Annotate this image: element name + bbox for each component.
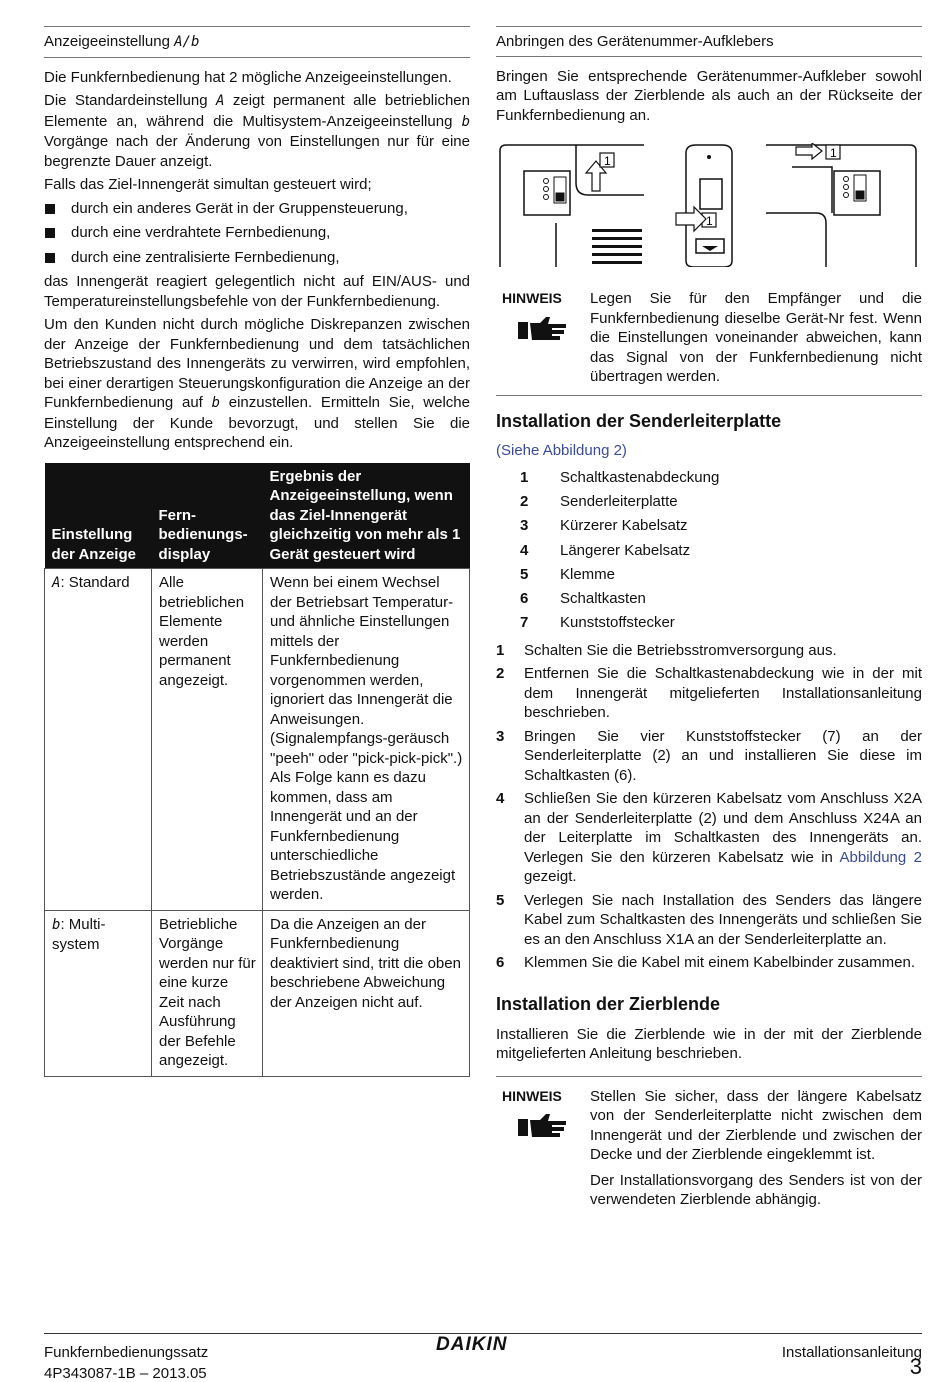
- section-heading-sticker: Anbringen des Gerätenummer-Aufklebers: [496, 26, 922, 57]
- left-column: [44, 26, 470, 1077]
- list-item: 6 Klemmen Sie die Kabel mit einem Kabelbinder zusammen.: [496, 954, 916, 972]
- list-item: durch eine zentralisierte Fernbedienung,: [44, 248, 470, 268]
- table-cell: A: Standard: [45, 569, 152, 911]
- footer-doc-id: 4P343087-1B – 2013.05: [44, 1365, 207, 1382]
- table-header: Ergebnis der Anzeigeeinstellung, wenn das Ziel-Innengerät gleichzeitig von mehr als 1 Gerät gesteuert wird: [263, 463, 470, 569]
- list-item: 1 Schaltkastenabdeckung: [520, 469, 720, 486]
- table-cell: Betriebliche Vorgänge werden nur für eine kurze Zeit nach Ausführung der Befehle angezeigt.: [152, 910, 263, 1076]
- list-item: 4 Schließen Sie den kürzeren Kabelsatz vom Anschluss X2A an der Senderleiterplatte (2) und dem Anschluss X24A an der Leiterplatte im Schaltkasten des Innengeräts an. Verlegen Sie den kürzeren Kabelsatz wie in Abbildung 2 gezeigt.: [496, 790, 923, 886]
- table-header: Fern-bedienungs-display: [152, 463, 263, 569]
- pcb-section-title: Installation der Senderleiterplatte: [496, 410, 782, 431]
- pointing-hand-icon: [518, 315, 568, 343]
- page-number: 3: [909, 1354, 922, 1379]
- list-item: 4 Längerer Kabelsatz: [520, 541, 691, 559]
- list-item: durch ein anderes Gerät in der Gruppensteuerung,: [44, 199, 470, 219]
- list-item: 2 Senderleiterplatte: [520, 493, 678, 511]
- section-heading-display: Anzeigeeinstellung A/b: [44, 26, 470, 58]
- footer-doc-type: Installationsanleitung: [781, 1344, 922, 1361]
- note-box-cable: [496, 1076, 922, 1218]
- list-item: 2 Entfernen Sie die Schaltkastenabdeckung wie in der mit dem Innengerät mitgelieferten Installationsanleitung beschrieben.: [496, 665, 922, 722]
- table-header: Einstellung der Anzeige: [45, 463, 152, 569]
- table-cell: b: Multi-system: [45, 910, 152, 1076]
- note-box-device-number: [496, 279, 922, 396]
- sticker-illustration: [496, 143, 922, 267]
- reaction-paragraph: das Innengerät reagiert gelegentlich nicht auf EIN/AUS- und Temperatureinstellungsbefehle von der Funkfernbedienung.: [44, 273, 470, 310]
- sticker-figure: [496, 143, 922, 267]
- table-cell: Wenn bei einem Wechsel der Betriebsart Temperatur- und ähnliche Einstellungen mittels der Funkfernbedienung vorgenommen werden, ignoriert das Innengerät die Anweisungen. (Signalempfangs-geräusch "peeh" oder "pick-pick-pick".) Als Folge kann es dazu kommen, dass am Innengerät und an der Funkfernbedienung unterschiedliche Betriebszustände angezeigt werden.: [263, 569, 470, 911]
- svg-text:1: 1: [706, 214, 713, 228]
- figure-reference-link[interactable]: (Siehe Abbildung 2): [496, 441, 627, 459]
- simultaneous-paragraph: Falls das Ziel-Innengerät simultan gesteuert wird;: [44, 176, 372, 193]
- note-label: HINWEIS: [502, 1087, 562, 1104]
- list-item: durch eine verdrahtete Fernbedienung,: [44, 223, 470, 243]
- figure-label: 1: [604, 154, 611, 168]
- standard-setting-paragraph: Die Standardeinstellung A zeigt permanent alle betrieblichen Elemente an, während die Multisystem-Anzeigeeinstellung b Vorgänge nach der Änderung von Einstellungen nur für eine begrenzte Dauer anzeigt.: [44, 92, 470, 170]
- panel-paragraph: Installieren Sie die Zierblende wie in der mit der Zierblende mitgelieferten Anleitung beschrieben.: [496, 1025, 922, 1063]
- figure-link[interactable]: Abbildung 2: [839, 848, 923, 866]
- table-cell: Da die Anzeigen an der Funkfernbedienung deaktiviert sind, tritt die oben beschriebene Abweichung der Anzeigen nicht auf.: [263, 910, 470, 1076]
- list-item: 1 Schalten Sie die Betriebsstromversorgung aus.: [496, 641, 837, 659]
- bullet-list: [44, 199, 470, 268]
- list-item: 7 Kunststoffstecker: [520, 614, 675, 632]
- svg-text:1: 1: [830, 146, 837, 160]
- list-item: 5 Klemme: [520, 565, 616, 583]
- steps-list: [496, 641, 922, 973]
- list-item: 5 Verlegen Sie nach Installation des Senders das längere Kabel zum Schaltkasten des Innengeräts und schließen Sie es an den Anschluss X1A an der Senderleiterplatte an.: [496, 891, 922, 948]
- right-column: [496, 26, 922, 1218]
- note-text: Stellen Sie sicher, dass der längere Kabelsatz von der Senderleiterplatte nicht zwischen dem Innengerät und der Zierblende und zwischen der Decke und der Zierblende eingeklemmt ist.: [590, 1087, 922, 1164]
- sticker-paragraph: Bringen Sie entsprechende Gerätenummer-Aufkleber sowohl am Luftauslass der Zierblende als auch an der Rückseite der Funkfernbedienung an.: [496, 67, 922, 124]
- display-settings-table: [44, 463, 470, 1077]
- pointing-hand-icon: [518, 1112, 568, 1140]
- table-row: [45, 569, 470, 911]
- note-text: Legen Sie für den Empfänger und die Funkfernbedienung dieselbe Gerät-Nr fest. Wenn die Einstellungen voneinander abweichen, kann das Signal von der Funkfernbedienung nicht übertragen werden.: [590, 290, 922, 385]
- panel-section-title: Installation der Zierblende: [496, 993, 721, 1014]
- footer-product: Funkfernbedienungssatz: [44, 1344, 209, 1361]
- list-item: 3 Kürzerer Kabelsatz: [520, 517, 688, 535]
- note-label: HINWEIS: [502, 290, 562, 306]
- list-item: 3 Bringen Sie vier Kunststoffstecker (7) an der Senderleiterplatte (2) an und installieren Sie diese im Schaltkasten (6).: [496, 727, 922, 784]
- list-item: 6 Schaltkasten: [520, 589, 646, 607]
- recommendation-paragraph: Um den Kunden nicht durch mögliche Diskrepanzen zwischen der Anzeige der Funkfernbedienung und dem tatsächlichen Betriebszustand des Innengeräts zu verwirren, wird empfohlen, bei einer derartigen Steuerungskonfiguration die Anzeige an der Funkfernbedienung auf b einzustellen. Ermitteln Sie, welche Einstellung der Kunde bevorzugt, und stellen Sie die Anzeigeeinstellung entsprechend ein.: [44, 316, 470, 451]
- brand-logo: DAIKIN: [436, 1334, 508, 1355]
- intro-paragraph: Die Funkfernbedienung hat 2 mögliche Anzeigeeinstellungen.: [44, 68, 452, 86]
- parts-list: [496, 468, 922, 633]
- table-cell: Alle betrieblichen Elemente werden permanent angezeigt.: [152, 569, 263, 911]
- table-row: [45, 910, 470, 1076]
- note-text: Der Installationsvorgang des Senders ist von der verwendeten Zierblende abhängig.: [590, 1171, 922, 1209]
